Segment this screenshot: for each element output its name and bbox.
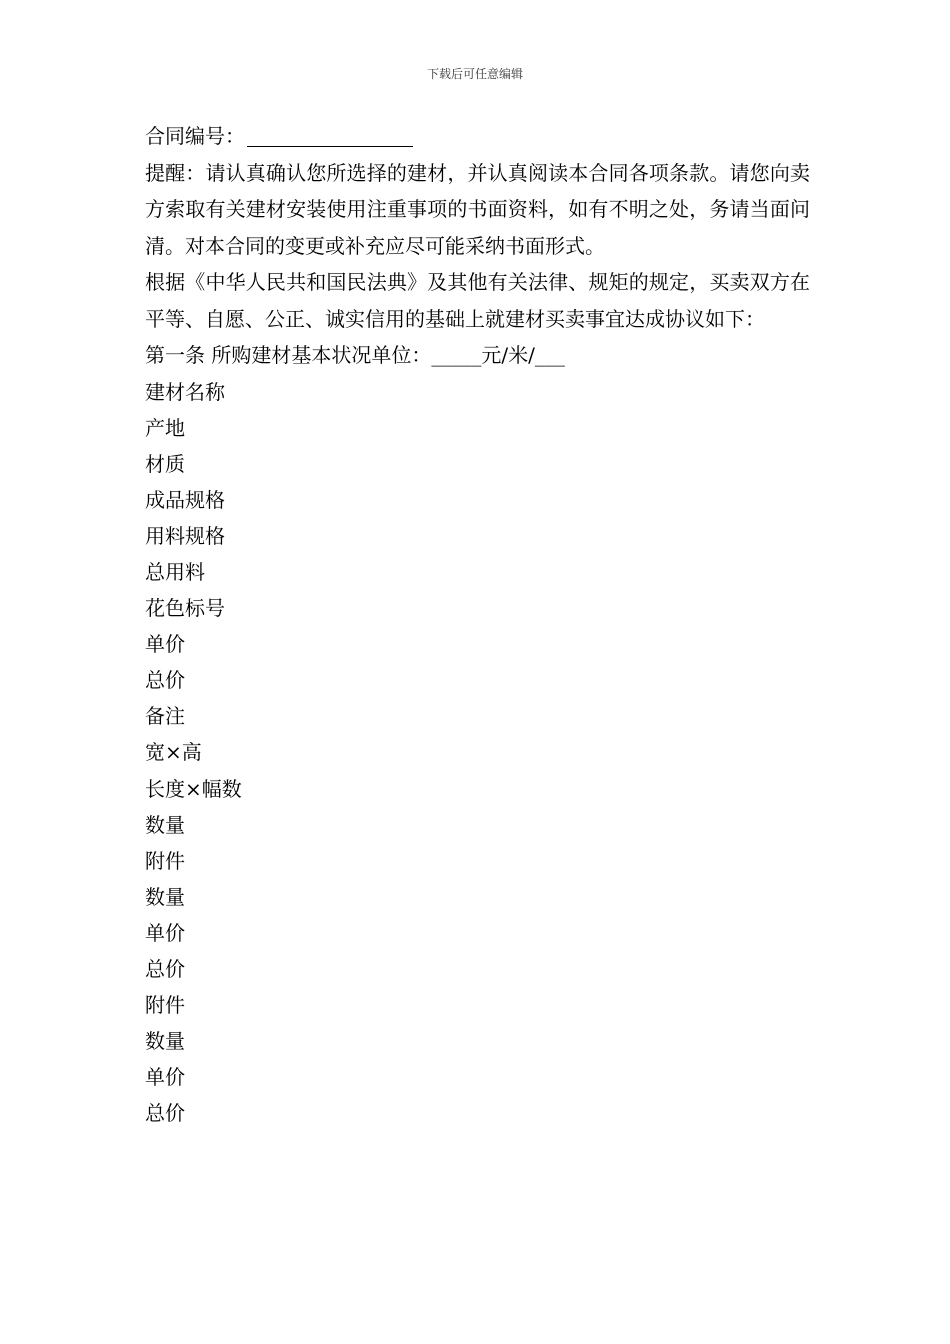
item-list <box>145 374 810 1132</box>
list-item: 产地 <box>145 415 185 440</box>
list-item: 宽×高 <box>145 740 202 765</box>
list-item: 数量 <box>145 812 185 837</box>
list-item: 附件 <box>145 993 185 1018</box>
list-item: 数量 <box>145 1029 185 1054</box>
header-note: 下载后可任意编辑 <box>426 67 523 81</box>
list-item: 总价 <box>145 957 185 981</box>
list-item: 总价 <box>145 1101 185 1126</box>
list-item: 花色标号 <box>145 596 225 621</box>
preamble-paragraph: 根据《中华人民共和国民法典》及其他有关法律、规矩的规定，买卖双方在平等、自愿、公正、诚实信用的基础上就建材买卖事宜达成协议如下： <box>145 270 810 331</box>
article-1-heading: 第一条 所购建材基本状况单位：_____元/米/___ <box>145 343 565 367</box>
contract-number-blank <box>247 124 413 147</box>
list-item: 用料规格 <box>145 523 225 548</box>
list-item: 单价 <box>145 1065 185 1090</box>
list-item: 总价 <box>145 668 185 693</box>
list-item: 成品规格 <box>145 487 225 512</box>
list-item: 材质 <box>145 451 185 476</box>
contract-body <box>145 118 810 1131</box>
list-item: 备注 <box>145 704 185 729</box>
list-item: 总用料 <box>145 559 205 584</box>
reminder-paragraph: 提醒：请认真确认您所选择的建材，并认真阅读本合同各项条款。请您向卖方索取有关建材安装使用注重事项的书面资料，如有不明之处，务请当面问清。对本合同的变更或补充应尽可能采纳书面形式。 <box>145 160 810 258</box>
contract-number-line <box>145 118 810 155</box>
list-item: 附件 <box>145 848 185 873</box>
contract-number-label: 合同编号： <box>145 124 245 148</box>
list-item: 长度×幅数 <box>145 776 242 801</box>
list-item: 数量 <box>145 884 185 909</box>
list-item: 单价 <box>145 632 185 657</box>
list-item: 单价 <box>145 920 185 945</box>
list-item: 建材名称 <box>145 379 225 404</box>
